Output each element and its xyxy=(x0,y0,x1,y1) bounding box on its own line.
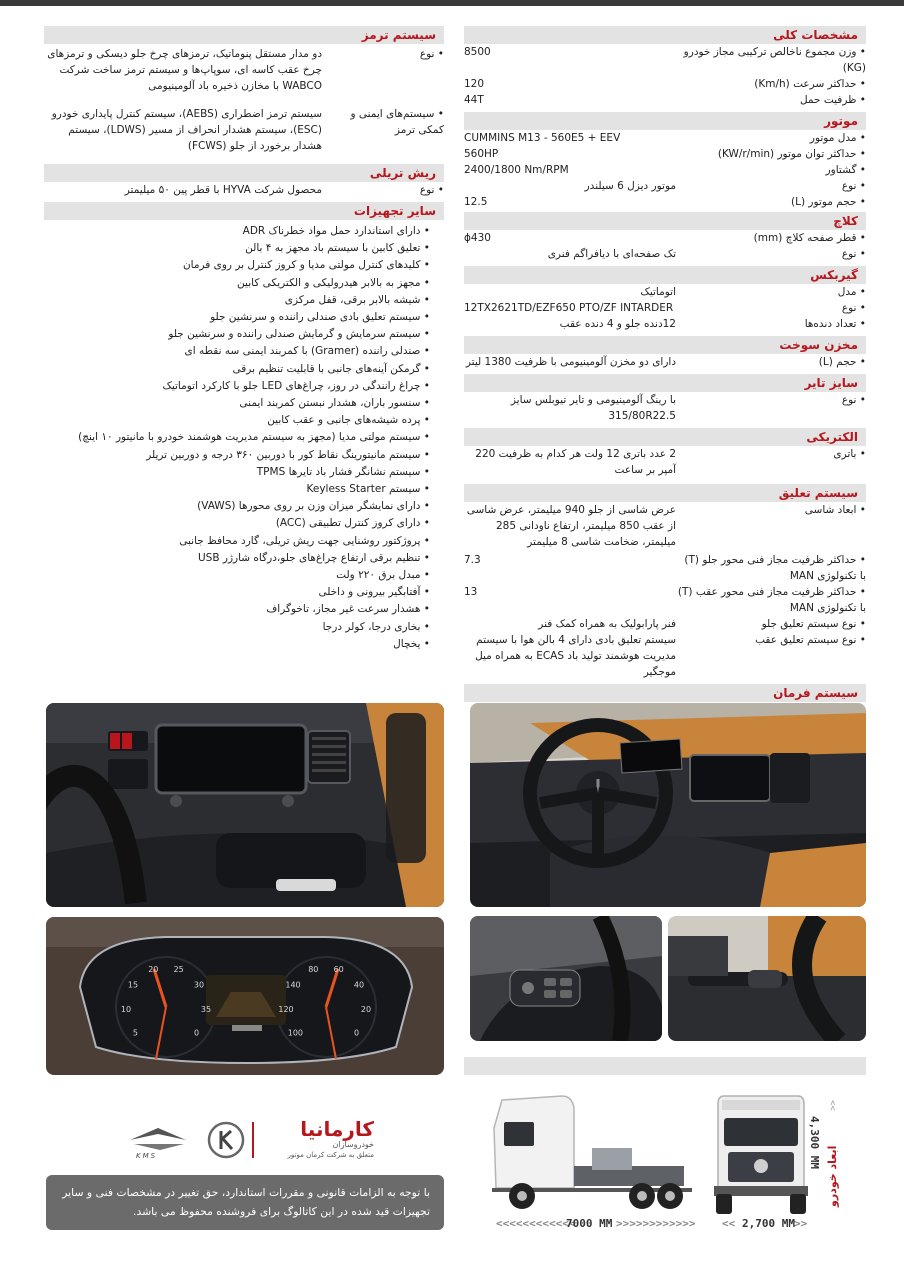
gauge-tick-label: 60 xyxy=(333,965,344,975)
spec-label: • حجم موتور (L) xyxy=(676,194,866,210)
spec-value: 44T xyxy=(464,94,484,106)
spec-row xyxy=(464,146,866,162)
instrument-cluster-photo xyxy=(46,917,444,1075)
section-title: موتور xyxy=(464,112,866,130)
gauge-tick-label: 35 xyxy=(200,1005,212,1014)
spec-label: • نوع سیستم تعلیق عقب xyxy=(676,632,866,648)
equipment-item: • شیشه بالابر برقی، قفل مرکزی xyxy=(44,292,430,309)
equipment-item: • هشدار سرعت غیر مجاز، تاخوگراف xyxy=(44,601,430,618)
spec-value: 2 عدد باتری 12 ولت هر کدام به ظرفیت 220 آمپر بر ساعت xyxy=(475,448,676,476)
brand-tagline: متعلق به شرکت کرمان موتور xyxy=(287,1151,374,1159)
spec-row xyxy=(464,194,866,210)
spec-value: 13 xyxy=(464,586,478,598)
section-title: مشخصات کلی xyxy=(464,26,866,44)
spec-value: CUMMINS M13 - 560E5 + EEV xyxy=(464,132,621,144)
spec-label: • تعداد دنده‌ها xyxy=(676,316,866,332)
spec-label: • قطر صفحه کلاچ (mm) xyxy=(676,230,866,246)
gauge-tick-label: 20 xyxy=(360,1005,372,1014)
equipment-item: • یخچال xyxy=(44,636,430,653)
spec-row xyxy=(464,584,866,616)
spec-row xyxy=(464,392,866,424)
gauge-tick-label: 80 xyxy=(308,965,319,975)
spec-label: • وزن مجموع ناخالص ترکیبی مجاز خودرو (KG) xyxy=(676,44,866,76)
height-dimension-label: 4,300 MM xyxy=(807,1116,821,1169)
spec-row xyxy=(464,178,866,194)
steering-stalk-photo xyxy=(668,916,866,1041)
spec-row-fifth-wheel xyxy=(44,182,444,198)
top-rule xyxy=(0,0,904,6)
spec-row xyxy=(464,230,866,246)
spec-value: دارای دو مخزن آلومینیومی با ظرفیت 1380 لیتر xyxy=(465,356,676,368)
section-title: سایز تایر xyxy=(464,374,866,392)
width-dimension-label: 2,700 MM xyxy=(742,1217,795,1230)
gauge-tick-label: 100 xyxy=(287,1028,304,1038)
equipment-item: • سیستم مانیتورینگ نقاط کور با دوربین ۳۶۰ درجه و دوربین تریلر xyxy=(44,447,430,464)
spec-label: • حجم (L) xyxy=(676,354,866,370)
spec-label: • ابعاد شاسی xyxy=(676,502,866,518)
spec-row xyxy=(464,616,866,632)
spec-row xyxy=(464,354,866,370)
spec-label: • نوع xyxy=(676,246,866,262)
spec-row xyxy=(464,76,866,92)
spec-row-brake-safety xyxy=(44,106,444,154)
spec-value: سیستم ترمز اضطراری (AEBS)، سیستم کنترل پایداری خودرو (ESC)، سیستم هشدار انحراف از مسیر (LDWS)، سیستم هشدار برخورد از جلو (FCWS) xyxy=(51,108,322,152)
spec-label: • گشتاور xyxy=(676,162,866,178)
equipment-item: • صندلی راننده (Gramer) با کمربند ایمنی سه نقطه ای xyxy=(44,343,430,360)
equipment-item: • آفتابگیر بیرونی و داخلی xyxy=(44,584,430,601)
length-arrows-right: >>>>>>>>>>>> xyxy=(616,1217,696,1230)
spec-label: • نوع سیستم تعلیق جلو xyxy=(676,616,866,632)
equipment-item: • سیستم تعلیق بادی صندلی راننده و سرنشین جلو xyxy=(44,309,430,326)
gauge-tick-label: 120 xyxy=(278,1005,294,1014)
equipment-item: • دارای کروز کنترل تطبیقی (ACC) xyxy=(44,515,430,532)
truck-front-view xyxy=(710,1090,812,1218)
equipment-item: • کلیدهای کنترل مولتی مدیا و کروز کنترل بر روی فرمان xyxy=(44,257,430,274)
spec-value: اتوماتیک xyxy=(640,286,676,298)
width-arrows-left: << xyxy=(722,1217,736,1230)
spec-label: • ظرفیت حمل xyxy=(676,92,866,108)
brand-logo-block xyxy=(124,1118,444,1166)
length-dimension-label: 7000 MM xyxy=(566,1217,613,1230)
spec-row xyxy=(464,316,866,332)
spec-label: • حداکثر توان موتور (KW/r/min) xyxy=(676,146,866,162)
section-title: گیربکس xyxy=(464,266,866,284)
spec-row-brake-type xyxy=(44,46,444,94)
spec-value: عرض شاسی از جلو 940 میلیمتر، عرض شاسی از عقب 850 میلیمتر، ارتفاع ناودانی 285 میلیمتر، ضخامت شاسی 8 میلیمتر xyxy=(466,504,676,548)
gauge-tick-label: 0 xyxy=(354,1028,360,1038)
spec-value: موتور دیزل 6 سیلندر xyxy=(584,180,676,192)
equipment-item: • چراغ رانندگی در روز، چراغ‌های LED جلو با کارکرد اتوماتیک xyxy=(44,378,430,395)
truck-side-view xyxy=(482,1088,694,1218)
specs-column-left xyxy=(44,24,444,653)
spec-row xyxy=(464,92,866,108)
spec-row xyxy=(464,300,866,316)
spec-row xyxy=(464,632,866,680)
brand-divider xyxy=(252,1122,254,1158)
spec-value: محصول شرکت HYVA با قطر پین ۵۰ میلیمتر xyxy=(124,184,322,196)
spec-value: فنر پارابولیک به همراه کمک فنر xyxy=(538,618,676,630)
kms-logo-text: KMS xyxy=(136,1152,158,1160)
gauge-tick-label: 15 xyxy=(127,980,139,990)
spec-row xyxy=(464,44,866,76)
spec-label: • نوع xyxy=(676,178,866,194)
steering-wheel-buttons-photo xyxy=(470,916,662,1041)
dimensions-section-label: ابعاد خودرو xyxy=(826,1145,839,1207)
spec-label: • حداکثر سرعت (Km/h) xyxy=(676,76,866,92)
length-arrows-left: <<<<<<<<<<<< xyxy=(496,1217,576,1230)
spec-value: 560HP xyxy=(464,148,499,160)
height-arrows: << xyxy=(827,1100,837,1111)
section-title: مخزن سوخت xyxy=(464,336,866,354)
brand-name-block xyxy=(264,1118,374,1160)
spec-label: • نوع xyxy=(326,182,444,198)
section-title-fifth-wheel: ریش تریلی xyxy=(44,164,444,182)
spec-label: • نوع xyxy=(676,392,866,408)
gauge-tick-label: 20 xyxy=(148,965,159,975)
spec-label: • حداکثر ظرفیت مجاز فنی محور جلو (T) با تکنولوژی MAN xyxy=(676,552,866,584)
spec-row xyxy=(464,284,866,300)
spec-value: ɸ430 xyxy=(464,232,491,244)
cabin-interior-photo xyxy=(470,703,866,907)
equipment-item: • گرمکن آینه‌های جانبی با قابلیت تنظیم برقی xyxy=(44,361,430,378)
equipment-item: • بخاری درجا، کولر درجا xyxy=(44,619,430,636)
section-title-equipment: سایر تجهیزات xyxy=(44,202,444,220)
spec-row xyxy=(464,552,866,584)
spec-value: 12TX2621TD/EZF650 PTO/ZF INTARDER xyxy=(464,302,674,314)
spec-value: 7.3 xyxy=(464,554,481,566)
section-title: الکتریکی xyxy=(464,428,866,446)
section-title: سیستم فرمان xyxy=(464,684,866,702)
spec-label: • مدل xyxy=(676,284,866,300)
spec-label: • سیستم‌های ایمنی و کمکی ترمز xyxy=(326,106,444,138)
section-title: سیستم تعلیق xyxy=(464,484,866,502)
spec-value: دو مدار مستقل پنوماتیک، ترمزهای چرخ جلو دیسکی و ترمزهای چرخ عقب کاسه ای، سوپاپ‌ها و سیستم ترمز ساخت شرکت WABCO با مخازن ذخیره باد آلومینیومی xyxy=(47,48,322,92)
section-title-brakes: سیستم ترمز xyxy=(44,26,444,44)
width-arrows-right: >> xyxy=(794,1217,808,1230)
gauge-tick-label: 40 xyxy=(353,980,365,990)
dashboard-screen-photo xyxy=(46,703,444,907)
equipment-item: • پروژکتور روشنایی جهت ریش تریلی، گارد محافظ جانبی xyxy=(44,533,430,550)
equipment-item: • سنسور باران، هشدار نبستن کمربند ایمنی xyxy=(44,395,430,412)
gauge-tick-label: 0 xyxy=(194,1028,200,1038)
equipment-item: • مجهز به بالابر هیدرولیکی و الکتریکی کابین xyxy=(44,275,430,292)
spec-label: • باتری xyxy=(676,446,866,462)
spec-value: 120 xyxy=(464,78,485,90)
gauge-tick-label: 140 xyxy=(285,980,301,990)
spec-label: • نوع xyxy=(326,46,444,62)
spec-value: سیستم تعلیق بادی دارای 4 بالن هوا با سیستم مدیریت هوشمند تولید باد ECAS به همراه میل موجگیر xyxy=(475,634,676,678)
spec-label: • نوع xyxy=(676,300,866,316)
equipment-item: • پرده شیشه‌های جانبی و عقب کابین xyxy=(44,412,430,429)
equipment-item: • سیستم سرمایش و گرمایش صندلی راننده و سرنشین جلو xyxy=(44,326,430,343)
equipment-item: • سیستم Keyless Starter xyxy=(44,481,430,498)
spec-value: 12دنده جلو و 4 دنده عقب xyxy=(559,318,676,330)
section-title: کلاچ xyxy=(464,212,866,230)
spec-row xyxy=(464,162,866,178)
spec-value: با رینگ آلومینیومی و تایر تیوبلس سایز 315/80R22.5 xyxy=(510,394,676,422)
equipment-item: • دارای نمایشگر میزان وزن بر روی محورها (VAWS) xyxy=(44,498,430,515)
spec-value: 12.5 xyxy=(464,196,488,208)
kms-logo-icon xyxy=(124,1122,194,1162)
spec-label: • حداکثر ظرفیت مجاز فنی محور عقب (T) با تکنولوژی MAN xyxy=(676,584,866,616)
equipment-item: • سیستم مولتی مدیا (مجهز به سیستم مدیریت هوشمند خودرو با مانیتور ۱۰ اینچ) xyxy=(44,429,430,446)
gauge-tick-label: 30 xyxy=(193,980,205,990)
specs-column-right xyxy=(464,24,866,718)
spec-row xyxy=(464,502,866,550)
brand-name: کارمانیا xyxy=(300,1117,374,1141)
spec-row xyxy=(464,446,866,478)
equipment-list xyxy=(44,223,444,653)
spec-row xyxy=(464,246,866,262)
gauge-tick-label: 5 xyxy=(132,1028,138,1038)
brand-subtitle: خودروسازان xyxy=(332,1140,374,1149)
spec-label: • مدل موتور xyxy=(676,130,866,146)
equipment-item: • دارای استاندارد حمل مواد خطرناک ADR xyxy=(44,223,430,240)
section-divider-strip xyxy=(464,1057,866,1075)
disclaimer-box: با توجه به الزامات قانونی و مقررات استاندارد، حق تغییر در مشخصات فنی و سایر تجهیزات قید شده در این کاتالوگ برای فروشنده محفوظ می باشد. xyxy=(46,1175,444,1230)
spec-value: تک صفحه‌ای با دیافراگم فنری xyxy=(547,248,676,260)
equipment-item: • سیستم نشانگر فشار باد تایرها TPMS xyxy=(44,464,430,481)
equipment-item: • تنظیم برقی ارتفاع چراغ‌های جلو،درگاه شارژر USB xyxy=(44,550,430,567)
gauge-tick-label: 10 xyxy=(120,1005,132,1014)
equipment-item: • تعلیق کابین با سیستم باد مجهز به ۴ بالن xyxy=(44,240,430,257)
spec-row xyxy=(464,130,866,146)
gauge-tick-label: 25 xyxy=(173,965,184,975)
equipment-item: • مبدل برق ۲۲۰ ولت xyxy=(44,567,430,584)
spec-value: 8500 xyxy=(464,46,491,58)
k-emblem-icon xyxy=(206,1120,246,1160)
spec-value: 2400/1800 Nm/RPM xyxy=(464,164,569,176)
